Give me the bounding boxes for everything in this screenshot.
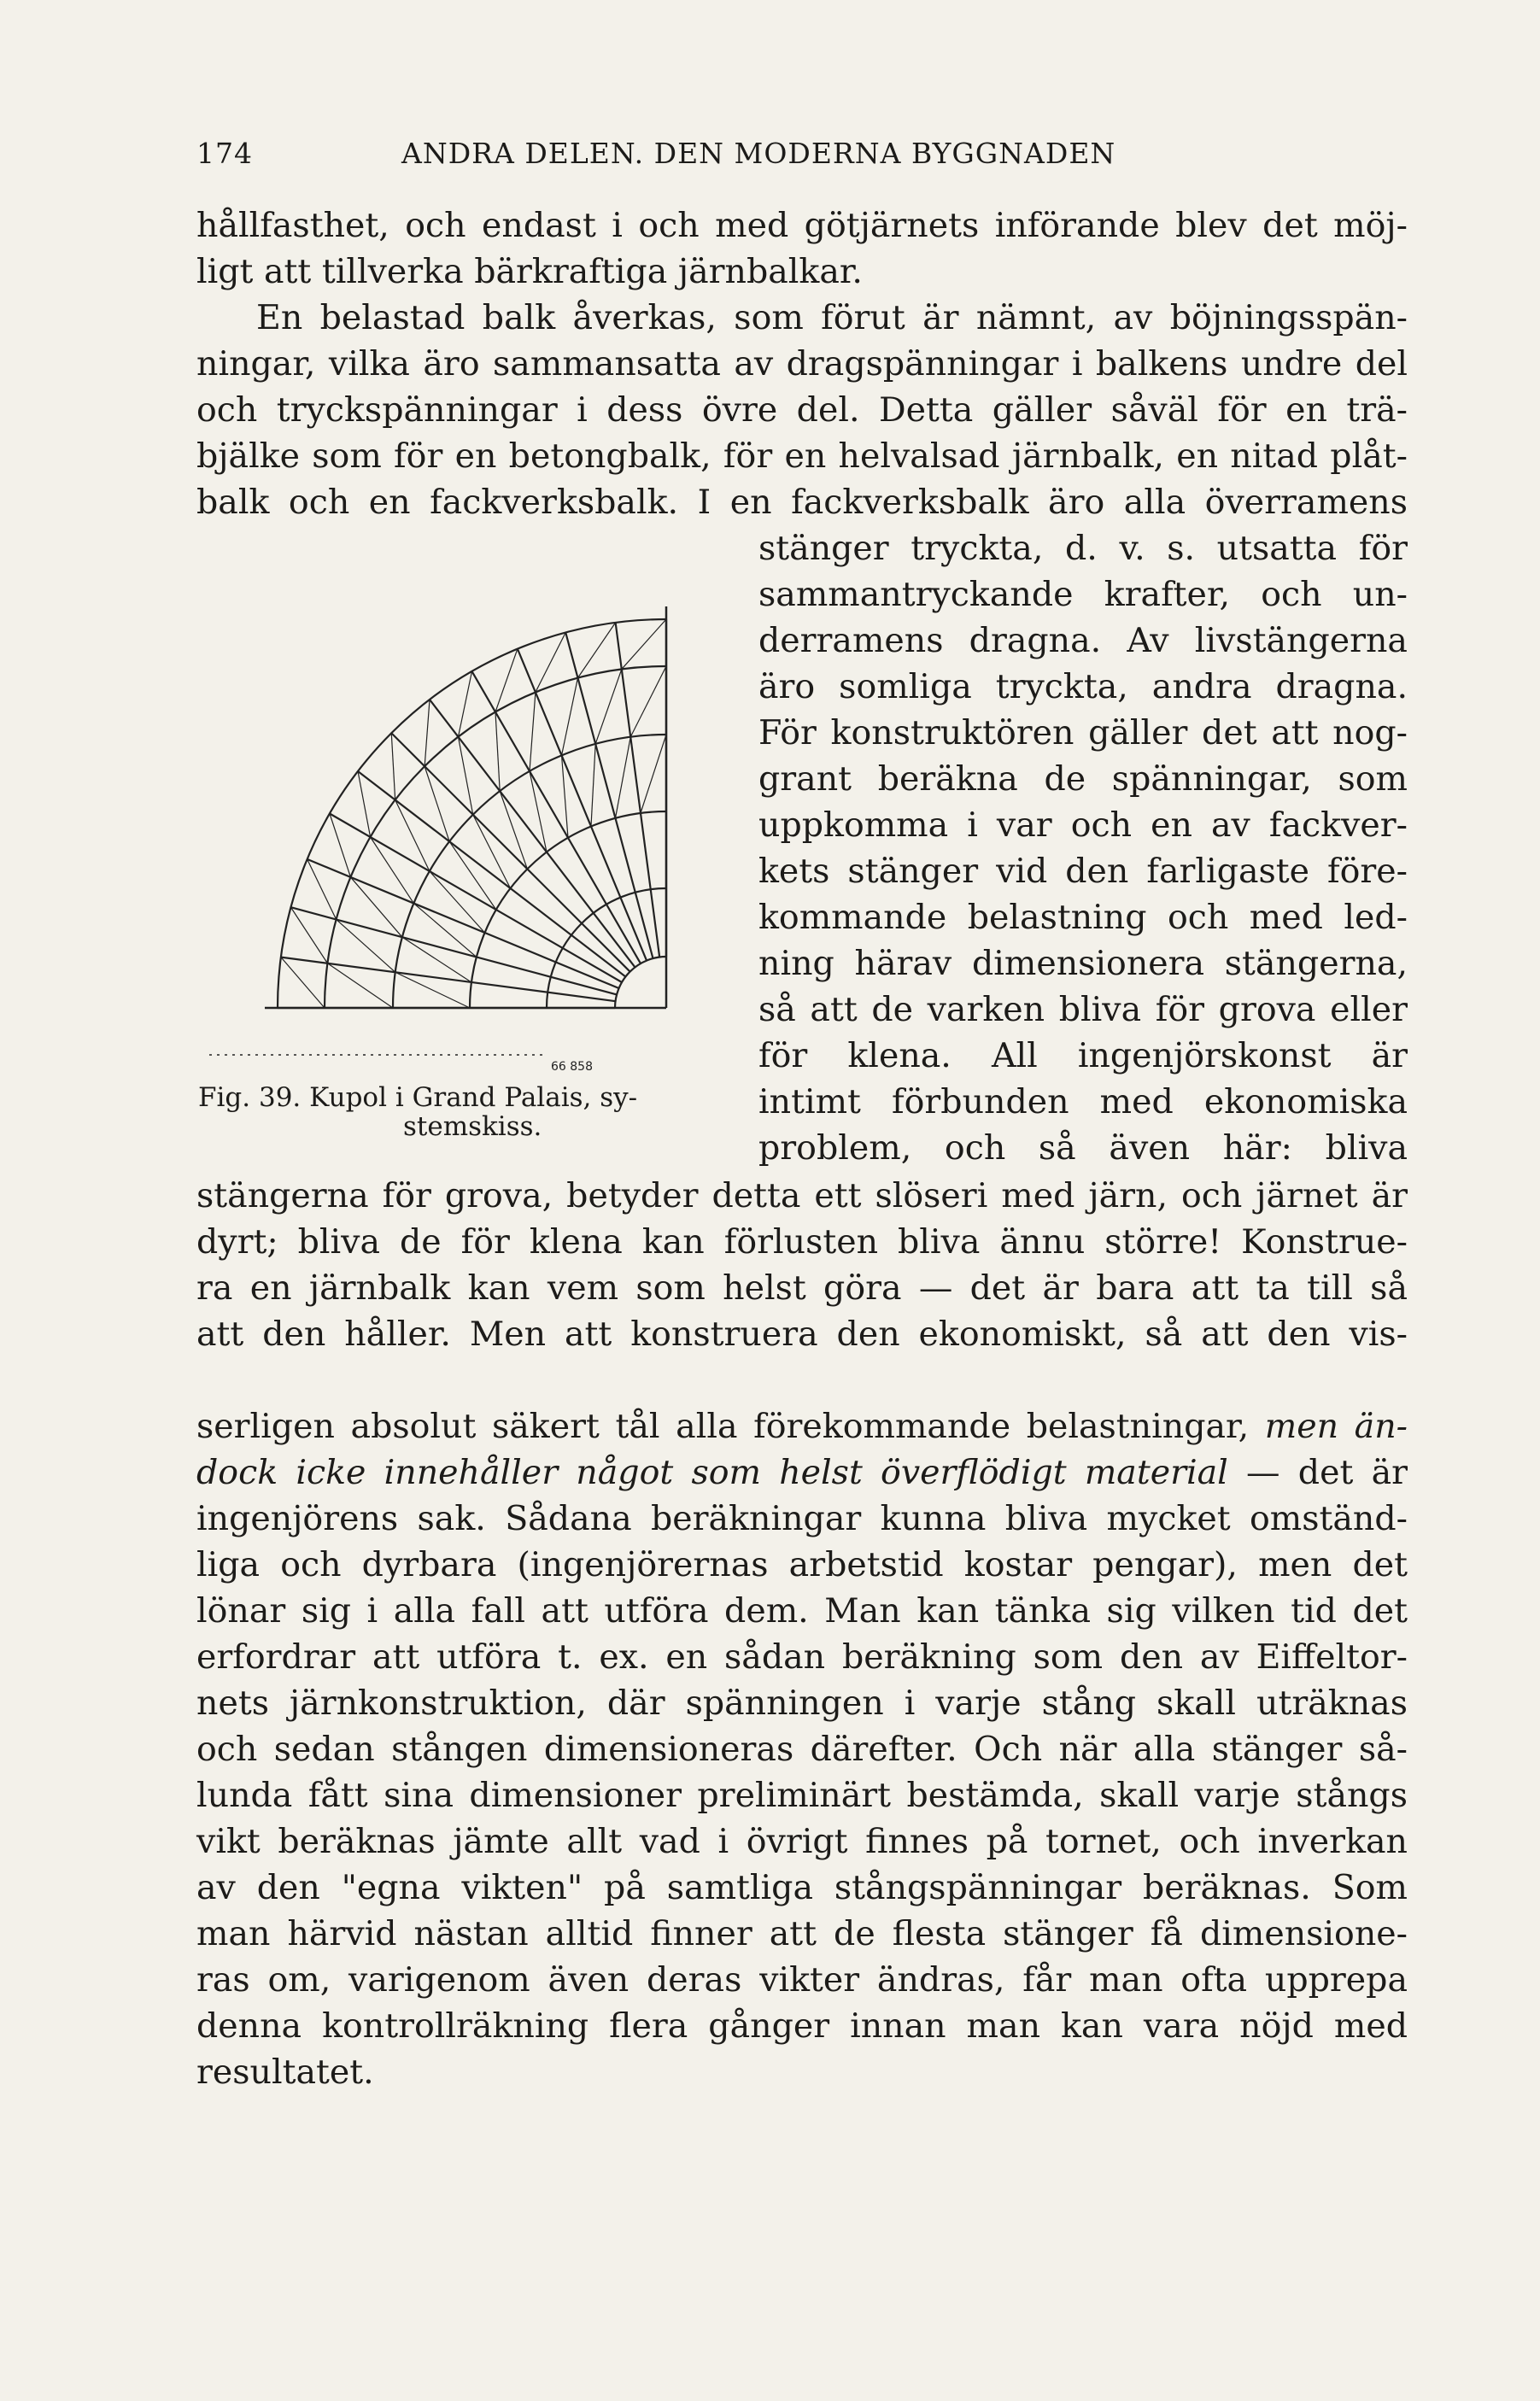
dome-member (562, 678, 578, 756)
body-line: stänger tryckta, d. v. s. utsatta för (758, 529, 1408, 568)
body-line: uppkomma i var och en av fackver- (758, 805, 1408, 845)
body-line: äro somliga tryckta, andra dragna. (758, 667, 1408, 706)
dome-member (495, 712, 500, 792)
body-line: erfordrar att utföra t. ex. en sådan beräkning som den av Eiffeltor- (196, 1637, 1408, 1677)
body-line: balk och en fackverksbalk. I en fackverksbalk äro alla överramens (196, 483, 1408, 522)
dome-member (500, 791, 527, 869)
body-line: resultatet. (196, 2053, 374, 2092)
dome-structure-diagram (192, 564, 747, 1076)
body-line: bjälke som för en betongbalk, för en helvalsad järnbalk, en nitad plåt- (196, 436, 1408, 476)
body-line: man härvid nästan alltid finner att de flesta stänger få dimensione- (196, 1914, 1408, 1953)
body-line: ra en järnbalk kan vem som helst göra — det är bara att ta till så (196, 1268, 1408, 1308)
dome-member (281, 957, 616, 1002)
body-line: liga och dyrbara (ingenjörernas arbetstid kostar pengar), men det (196, 1545, 1408, 1584)
body-line: lönar sig i alla fall att utföra dem. Man kan tänka sig vilken tid det (196, 1591, 1408, 1631)
body-line: En belastad balk åverkas, som förut är nämnt, av böjningsspän- (256, 298, 1408, 337)
body-line: kommande belastning och med led- (758, 898, 1408, 937)
dome-member (358, 771, 371, 837)
body-line: problem, och så även här: bliva (758, 1128, 1408, 1168)
figure-caption (198, 1083, 753, 1141)
body-line-italic-1: serligen absolut säkert tål alla förekommande belastningar, men än- (196, 1407, 1408, 1446)
body-line: hållfasthet, och endast i och med götjärnets införande blev det möj- (196, 206, 1408, 245)
dome-member (449, 841, 496, 910)
dome-member (307, 859, 337, 920)
body-line: derramens dragna. Av livstängerna (758, 621, 1408, 660)
page-header (196, 137, 1409, 179)
dome-member (358, 771, 625, 976)
body-line: ingenjörens sak. Sådana beräkningar kunna bliva mycket omständ- (196, 1499, 1408, 1538)
dome-member (281, 957, 325, 1008)
body-line: så att de varken bliva för grova eller (758, 990, 1408, 1029)
body-line: ligt att tillverka bärkraftiga järnbalkar. (196, 252, 863, 291)
body-line: ning härav dimensionera stängerna, (758, 944, 1408, 983)
body-line: för klena. All ingenjörskonst är (758, 1036, 1408, 1075)
body-line: nets järnkonstruktion, där spänningen i varje stång skall uträknas (196, 1684, 1408, 1723)
dome-member (473, 815, 511, 888)
dome-member (391, 733, 395, 799)
body-line: att den håller. Men att konstruera den ekonomiskt, så att den vis- (196, 1315, 1408, 1354)
body-line: och sedan stången dimensioneras därefter. Och när alla stänger så- (196, 1730, 1408, 1769)
dome-member (458, 671, 471, 737)
body-line: kets stänger vid den farligaste före- (758, 852, 1408, 891)
body-line: och tryckspänningar i dess övre del. Detta gäller såväl för en trä- (196, 390, 1408, 430)
body-line: sammantryckande krafter, och un- (758, 575, 1408, 614)
body-line: ras om, varigenom även deras vikter ändras, får man ofta upprepa (196, 1960, 1408, 2000)
running-title: ANDRA DELEN. DEN MODERNA BYGGNADEN (401, 137, 1116, 170)
body-line: För konstruktören gäller det att nog- (758, 713, 1408, 753)
caption-line-2: stemskiss. (403, 1111, 542, 1142)
body-line-italic-2: dock icke innehåller något som helst överflödigt material — det är (196, 1453, 1408, 1492)
body-line: stängerna för grova, betyder detta ett slöseri med järn, och järnet är (196, 1176, 1408, 1215)
dome-member (615, 737, 630, 818)
dome-member (630, 666, 666, 737)
emphasis-text: dock icke innehåller något som helst överflödigt material (196, 1453, 1228, 1492)
body-line: denna kontrollräkning flera gånger innan man kan vara nöjd med (196, 2006, 1408, 2046)
caption-line-1: Fig. 39. Kupol i Grand Palais, sy- (198, 1082, 638, 1113)
body-line: dyrt; bliva de för klena kan förlusten bliva ännu större! Konstrue- (196, 1222, 1408, 1262)
dimension-label: 66 858 (551, 1060, 593, 1074)
emphasis-text: men än- (1264, 1407, 1408, 1446)
dome-member (595, 669, 622, 743)
page-number: 174 (196, 137, 253, 170)
body-line: av den "egna vikten" på samtliga stångspänningar beräknas. Som (196, 1868, 1408, 1907)
body-line: ningar, vilka äro sammansatta av dragspänningar i balkens undre del (196, 344, 1408, 384)
dome-member (577, 623, 615, 678)
dome-member (641, 735, 666, 813)
body-line: vikt beräknas jämte allt vad i övrigt finnes på tornet, och inverkan (196, 1822, 1408, 1861)
dome-member (616, 623, 660, 957)
dome-member (530, 692, 536, 770)
body-line: lunda fått sina dimensioner preliminärt bestämda, skall varje stångs (196, 1776, 1408, 1815)
dome-member (622, 619, 666, 669)
body-line: grant beräkna de spänningar, som (758, 759, 1408, 799)
dome-member (425, 700, 430, 766)
body-line: intimt förbunden med ekonomiska (758, 1082, 1408, 1121)
dome-member (591, 744, 595, 827)
dome-member (350, 877, 401, 937)
